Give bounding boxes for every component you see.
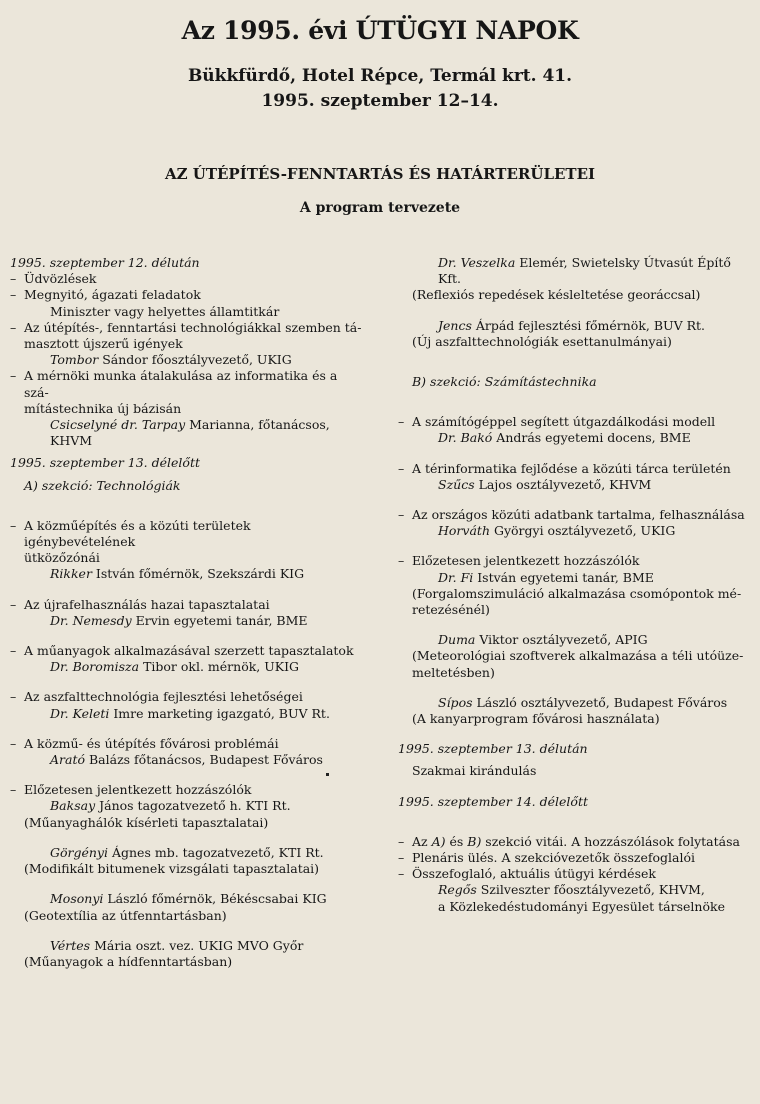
dash-bullet: – <box>10 517 17 533</box>
speaker-name: Csicselyné dr. Tarpay <box>50 417 186 433</box>
speaker-role: Marianna, főtanácsos, <box>185 417 330 433</box>
right-column <box>398 255 756 915</box>
speaker-line <box>10 613 365 629</box>
dash-bullet: – <box>398 414 405 430</box>
program-item <box>398 866 756 882</box>
item-text: Az országos közúti adatbank tartalma, felhasználása <box>412 507 745 523</box>
dash-bullet: – <box>10 735 17 751</box>
speaker-line <box>398 632 756 648</box>
program-item <box>398 461 756 477</box>
speaker-role: Lajos osztályvezető, KHVM <box>474 476 652 492</box>
speaker-line <box>398 570 756 586</box>
speaker-role: Imre marketing igazgató, BUV Rt. <box>109 705 330 721</box>
program-item <box>10 271 365 287</box>
item-text: és <box>445 833 468 849</box>
talk-title: (Műanyaghálók kísérleti tapasztalatai) <box>24 814 269 830</box>
item-text: A térinformatika fejlődése a közúti tárca területén <box>412 460 731 476</box>
program-item <box>10 597 365 613</box>
talk-title: (Reflexiós repedések késleltetése georáccsal) <box>412 287 701 303</box>
section-ref: A) <box>431 833 446 849</box>
item-text: Plenáris ülés. A szekcióvezetők összefoglalói <box>412 850 695 866</box>
program-item <box>10 287 365 303</box>
speaker-role: János tagozatvezető h. KTI Rt. <box>95 798 291 814</box>
speaker-line <box>398 477 756 493</box>
dash-bullet: – <box>10 596 17 612</box>
talk-title: (Műanyagok a hídfenntartásban) <box>24 953 233 969</box>
speaker-line <box>10 706 365 722</box>
speaker-role: Viktor osztályvezető, APIG <box>475 632 648 648</box>
dash-bullet: – <box>10 643 17 659</box>
dash-bullet: – <box>10 368 17 384</box>
speaker-name: Baksay <box>50 798 96 814</box>
speaker-name: Arató <box>50 752 86 768</box>
item-text: Összefoglaló, aktuális útügyi kérdések <box>412 866 656 882</box>
dash-bullet: – <box>398 850 405 866</box>
speaker-line: Miniszter vagy helyettes államtitkár <box>50 303 280 319</box>
program-item <box>398 834 756 850</box>
item-text: Az aszfalttechnológia fejlesztési lehetőségei <box>24 689 303 705</box>
speaker-line <box>398 318 756 334</box>
item-text: Előzetesen jelentkezett hozzászólók <box>412 553 640 569</box>
speaker-line <box>398 430 756 446</box>
talk-title: (Modifikált bitumenek vizsgálati tapasztalatai) <box>24 861 320 877</box>
speaker-line <box>398 255 756 287</box>
dates-line: 1995. szeptember 12–14. <box>261 91 499 111</box>
dash-bullet: – <box>398 866 405 882</box>
program-item: Szakmai kirándulás <box>412 763 537 779</box>
speaker-line: KHVM <box>50 433 93 449</box>
item-text: A közmű- és útépítés fővárosi problémái <box>24 735 279 751</box>
section-heading: A) szekció: Technológiák <box>24 477 181 493</box>
dash-bullet: – <box>10 271 17 287</box>
speaker-line <box>398 523 756 539</box>
topic-heading: AZ ÚTÉPÍTÉS-FENNTARTÁS ÉS HATÁRTERÜLETEI <box>164 165 596 183</box>
venue-line: Bükkfürdő, Hotel Répce, Termál krt. 41. <box>187 66 573 86</box>
speaker-name: Duma <box>438 632 476 648</box>
date-heading: 1995. szeptember 14. délelőtt <box>398 793 588 809</box>
program-item <box>10 736 365 752</box>
page-title: Az 1995. évi ÚTÜGYI NAPOK <box>181 16 579 45</box>
left-column <box>10 255 365 970</box>
speaker-name: Szűcs <box>438 476 475 492</box>
speaker-name: Dr. Nemesdy <box>50 612 132 628</box>
speaker-name: Mosonyi <box>50 891 104 907</box>
item-text: A közműépítés és a közúti területek igénybevételének <box>24 517 251 550</box>
program-item <box>10 689 365 705</box>
item-text: Az újrafelhasználás hazai tapasztalatai <box>24 596 270 612</box>
talk-title: (A kanyarprogram fővárosi használata) <box>412 711 660 727</box>
speaker-line <box>398 695 756 711</box>
talk-title: (Új aszfalttechnológiák esettanulmányai) <box>412 333 672 349</box>
talk-title: meltetésben) <box>412 664 495 680</box>
section-heading: B) szekció: Számítástechnika <box>412 374 597 390</box>
speaker-name: Vértes <box>50 937 91 953</box>
speaker-line <box>10 938 365 954</box>
speaker-line: a Közlekedéstudományi Egyesület társelnöke <box>438 898 725 914</box>
item-text: Megnyitó, ágazati feladatok <box>24 287 201 303</box>
item-text: Üdvözlések <box>24 271 97 287</box>
speaker-role: Balázs főtanácsos, Budapest Főváros <box>85 752 323 768</box>
program-item <box>10 320 365 352</box>
speaker-role: Mária oszt. vez. UKIG MVO Győr <box>90 937 304 953</box>
program-item <box>398 850 756 866</box>
speaker-name: Görgényi <box>50 844 108 860</box>
item-text: mítástechnika új bázisán <box>24 400 182 416</box>
program-item <box>10 643 365 659</box>
dash-bullet: – <box>398 833 405 849</box>
speaker-line <box>10 752 365 768</box>
speaker-name: Dr. Keleti <box>50 705 110 721</box>
speaker-line <box>10 352 365 368</box>
item-text: A mérnöki munka átalakulása az informatika és a szá- <box>24 368 338 400</box>
speaker-line <box>10 891 365 907</box>
speaker-name: Dr. Boromisza <box>50 659 140 675</box>
program-item <box>398 507 756 523</box>
speaker-name: Regős <box>438 882 477 898</box>
talk-title: retezésénél) <box>412 602 490 618</box>
dash-bullet: – <box>10 689 17 705</box>
program-item <box>10 782 365 798</box>
speaker-line <box>10 659 365 675</box>
speaker-role: Szilveszter főosztályvezető, KHVM, <box>476 882 705 898</box>
speaker-line <box>10 417 365 433</box>
speaker-role: Árpád fejlesztési főmérnök, BUV Rt. <box>471 317 705 333</box>
dash-bullet: – <box>10 782 17 798</box>
speaker-name: Tombor <box>50 352 99 368</box>
item-text: szekció vitái. A hozzászólások folytatása <box>481 833 740 849</box>
speaker-role: András egyetemi docens, BME <box>492 430 691 446</box>
date-heading: 1995. szeptember 13. délután <box>398 741 588 757</box>
speaker-role: Györgyi osztályvezető, UKIG <box>490 523 676 539</box>
speaker-name: Dr. Fi <box>438 569 474 585</box>
dash-bullet: – <box>398 460 405 476</box>
speaker-role: László osztályvezető, Budapest Főváros <box>472 694 728 710</box>
speaker-role: Ervin egyetemi tanár, BME <box>131 612 308 628</box>
item-text: A számítógéppel segített útgazdálkodási modell <box>412 414 716 430</box>
speaker-name: Horváth <box>438 523 490 539</box>
speaker-name: Rikker <box>50 566 92 582</box>
speaker-name: Dr. Veszelka <box>438 255 516 270</box>
item-text: ütközőzónái <box>24 550 100 566</box>
program-item <box>10 518 365 567</box>
section-ref: B) <box>467 833 482 849</box>
speaker-role: László főmérnök, Békéscsabai KIG <box>103 891 327 907</box>
speaker-role: Elemér, Swietelsky Útvasút Építő Kft. <box>438 255 731 287</box>
speaker-role: István egyetemi tanár, BME <box>473 569 654 585</box>
dash-bullet: – <box>10 287 17 303</box>
item-text: masztott újszerű igények <box>24 336 183 352</box>
dash-bullet: – <box>10 319 17 335</box>
speaker-role: Ágnes mb. tagozatvezető, KTI Rt. <box>108 844 324 860</box>
program-item <box>398 553 756 569</box>
talk-title: (Forgalomszimuláció alkalmazása csomópontok mé- <box>412 585 742 601</box>
item-text: Előzetesen jelentkezett hozzászólók <box>24 782 252 798</box>
item-text: Az <box>412 833 432 849</box>
speaker-name: Dr. Bakó <box>438 430 493 446</box>
speaker-role: Sándor főosztályvezető, UKIG <box>98 352 292 368</box>
speaker-line <box>10 845 365 861</box>
talk-title: (Meteorológiai szoftverek alkalmazása a téli utóüze- <box>412 648 744 664</box>
item-text: Az útépítés-, fenntartási technológiákkal szemben tá- <box>24 319 362 335</box>
date-heading: 1995. szeptember 12. délután <box>10 255 200 270</box>
program-item <box>10 368 365 417</box>
dash-bullet: – <box>398 507 405 523</box>
speaker-line <box>10 566 365 582</box>
dash-bullet: – <box>398 553 405 569</box>
speaker-name: Sípos <box>438 694 473 710</box>
speaker-role: István főmérnök, Szekszárdi KIG <box>91 566 305 582</box>
talk-title: (Geotextília az útfenntartásban) <box>24 907 227 923</box>
speaker-line <box>10 798 365 814</box>
program-subtitle: A program tervezete <box>299 200 461 216</box>
stray-dot <box>326 773 329 776</box>
date-heading: 1995. szeptember 13. délelőtt <box>10 455 200 471</box>
speaker-name: Jencs <box>438 317 472 333</box>
speaker-line <box>398 882 756 898</box>
program-item <box>398 414 756 430</box>
item-text: A műanyagok alkalmazásával szerzett tapasztalatok <box>24 643 354 659</box>
speaker-role: Tibor okl. mérnök, UKIG <box>139 659 300 675</box>
